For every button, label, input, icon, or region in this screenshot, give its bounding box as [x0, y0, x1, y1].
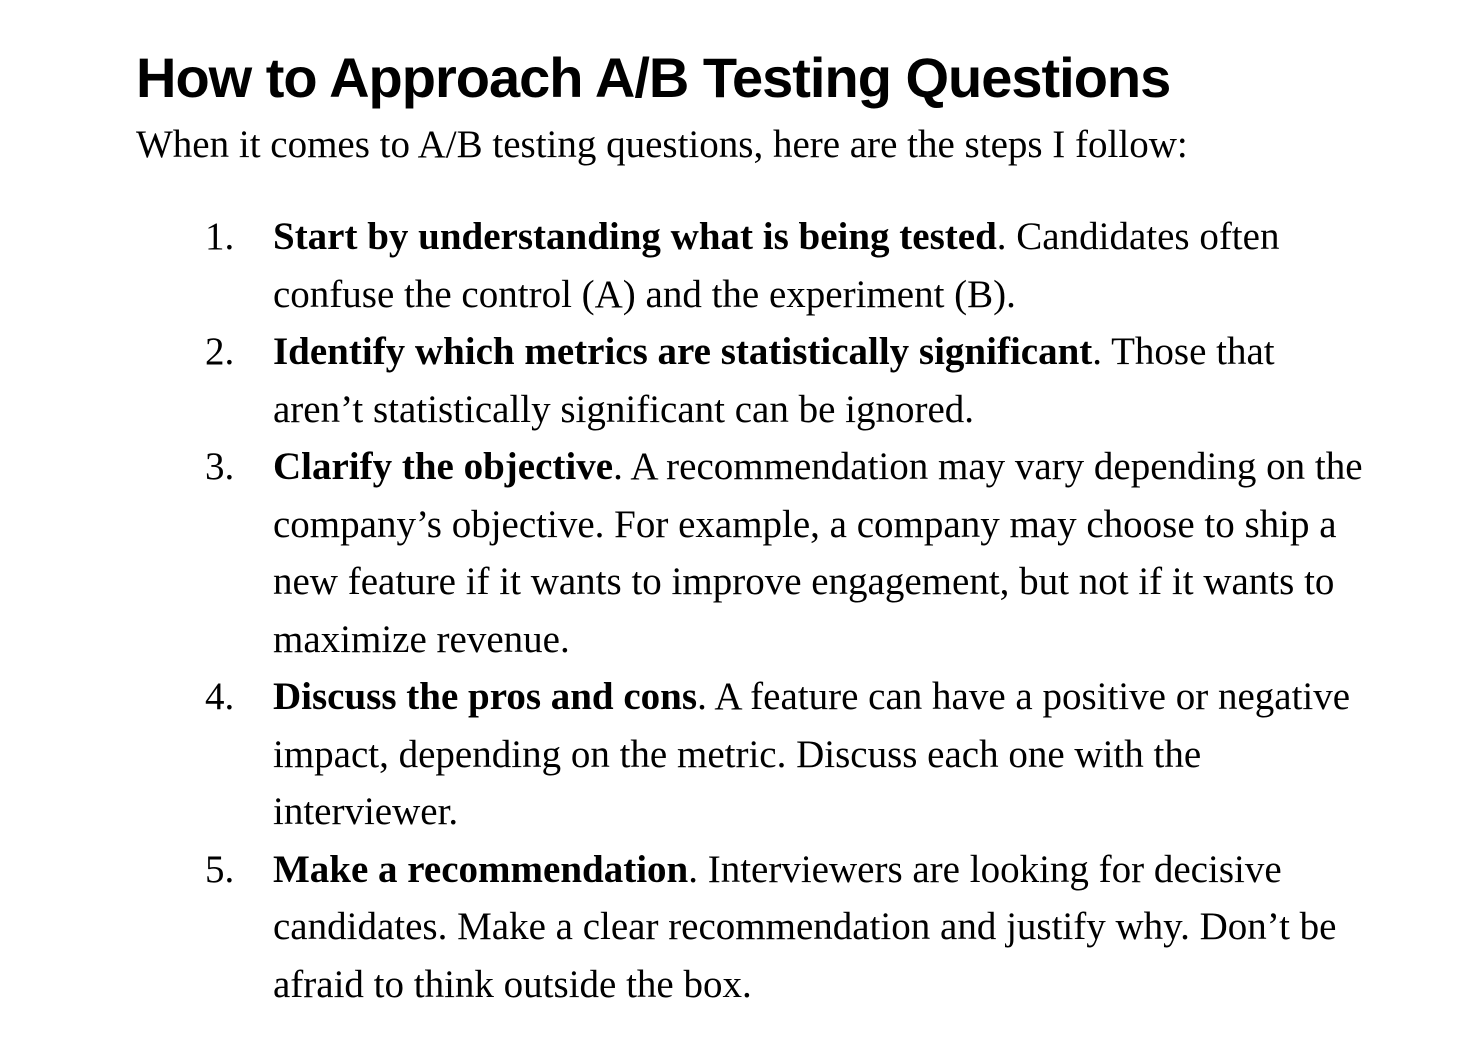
- step-number: 2.: [205, 330, 235, 373]
- steps-list: [136, 208, 1366, 1013]
- step-heading: Discuss the pros and cons: [273, 675, 698, 718]
- step-heading: Clarify the objective: [273, 445, 614, 488]
- intro-paragraph: When it comes to A/B testing questions, here are the steps I follow:: [136, 123, 1188, 166]
- step-number: 3.: [205, 445, 235, 488]
- list-item: [136, 841, 1366, 1014]
- document-page: [136, 40, 1366, 1013]
- list-item: [136, 668, 1366, 841]
- step-text: . Interviewers are looking for decisive candidates. Make a clear recommendation and justify why. Don’t be afraid to think outside the box.: [273, 847, 1337, 1006]
- step-heading: Start by understanding what is being tested: [273, 215, 997, 258]
- step-text: . A recommendation may vary depending on the company’s objective. For example, a company may choose to ship a new feature if it wants to improve engagement, but not if it wants to maximize revenue.: [273, 445, 1363, 661]
- page-title: How to Approach A/B Testing Questions: [136, 46, 1171, 109]
- step-heading: Identify which metrics are statistically significant: [273, 330, 1093, 373]
- list-item: [136, 208, 1366, 323]
- step-number: 4.: [205, 675, 235, 718]
- step-text: . Candidates often confuse the control (A) and the experiment (B).: [273, 215, 1280, 316]
- step-number: 1.: [205, 215, 235, 258]
- step-text: . Those that aren’t statistically significant can be ignored.: [273, 330, 1275, 431]
- list-item: [136, 438, 1366, 668]
- list-item: [136, 323, 1366, 438]
- step-text: . A feature can have a positive or negative impact, depending on the metric. Discuss each one with the interviewer.: [273, 675, 1351, 833]
- step-heading: Make a recommendation: [273, 847, 689, 891]
- step-number: 5.: [205, 847, 235, 891]
